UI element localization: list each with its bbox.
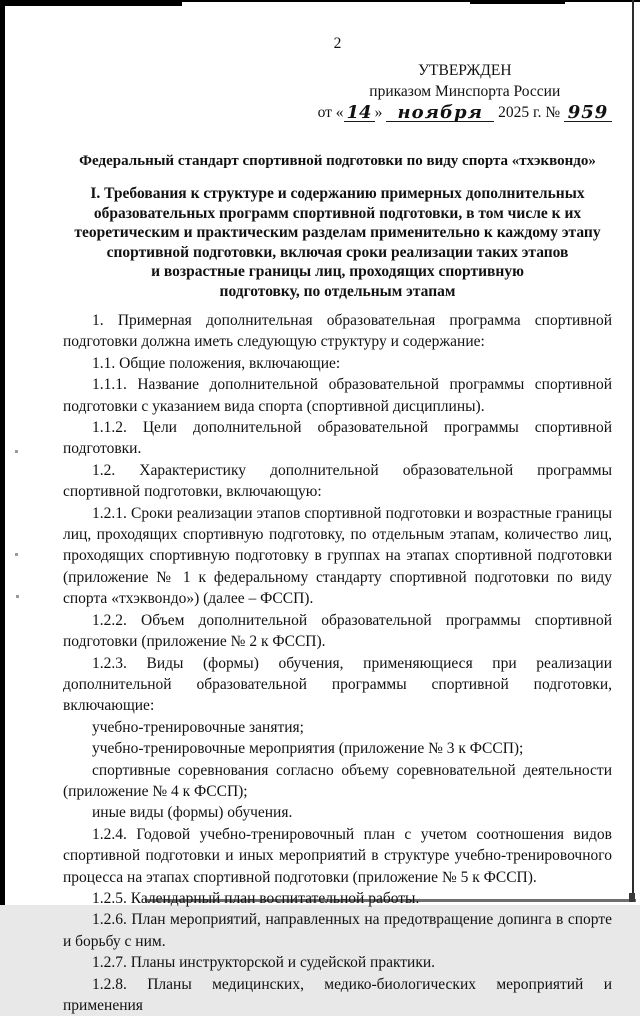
paragraph: 1.2.3. Виды (формы) обучения, применяющиеся при реализации дополнительной образовательной программы спортивной подготовки, включающие: — [63, 654, 612, 715]
scan-speckle — [15, 450, 18, 453]
paragraph: 1.1. Общие положения, включающие: — [92, 354, 341, 372]
section-heading-line: спортивной подготовки, включая сроки реализации таких этапов — [106, 243, 569, 261]
page-number: 2 — [333, 35, 342, 52]
paragraph: 1.2.2. Объем дополнительной образовательной программы спортивной подготовки (приложение № 2 к ФССП). — [63, 611, 612, 651]
paragraph: 1.2.5. Календарный план воспитательной работы. — [92, 889, 420, 907]
paragraph: 1.1.1. Название дополнительной образовательной программы спортивной подготовки с указанием вида спорта (спортивной дисциплины). — [63, 376, 612, 415]
section-heading-line: теоретическим и практическим разделам применительно к каждому этапу — [74, 224, 601, 241]
paragraph: 1.2.7. Планы инструкторской и судейской практики. — [92, 954, 436, 972]
section-heading-line: подготовку, по отдельным этапам — [219, 282, 456, 300]
paragraph: иные виды (формы) обучения. — [92, 804, 293, 822]
paragraph: 1.2. Характеристику дополнительной образовательной программы спортивной подготовки, включающую: — [63, 461, 612, 501]
paragraph: 1.2.1. Сроки реализации этапов спортивной подготовки и возрастные границы лиц, проходящих спортивную подготовку, по отдельным этапам, количество лиц, проходящих спортивную подготовку в группах на этапах спортивной подготовки (приложение № 1 к федеральному стандарту спортивной подготовки по виду спорта «тхэквондо») (далее – ФССП). — [63, 504, 612, 608]
paragraph: 1.2.8. Планы медицинских, медико-биологических мероприятий и применения — [63, 975, 612, 1014]
date-year-label: 2025 г. № — [498, 104, 561, 121]
scan-border-left — [0, 0, 5, 905]
section-heading — [63, 184, 612, 301]
paragraph: 1. Примерная дополнительная образовательная программа спортивной подготовки должна иметь следующую структуру и содержание: — [63, 312, 612, 351]
scan-speckle — [15, 553, 18, 556]
paragraph: 1.2.4. Годовой учебно-тренировочный план с учетом соотношения видов спортивной подготовки и иных мероприятий в структуре учебно-тренировочного процесса на этапах спортивной подготовки (приложение № 5 к ФССП). — [63, 825, 612, 886]
section-heading-line: образовательных программ спортивной подготовки, в том числе к их — [93, 204, 582, 222]
date-prefix: от « — [317, 104, 344, 121]
approval-authority: приказом Минспорта России — [369, 83, 561, 100]
approval-block — [318, 60, 612, 123]
paragraph: учебно-тренировочные занятия; — [92, 718, 304, 736]
handwritten-day: 14 — [344, 105, 375, 122]
page-content — [63, 0, 612, 1016]
handwritten-order-number: 959 — [564, 105, 612, 122]
scan-border-corner — [629, 893, 635, 902]
scan-border-right — [632, 0, 634, 899]
approval-date-line — [318, 102, 612, 123]
scan-speckle — [16, 595, 19, 598]
date-quote-close: » — [374, 104, 383, 121]
handwritten-month: ноября — [386, 105, 494, 122]
document-body — [63, 310, 612, 1016]
document-title: Федеральный стандарт спортивной подготовки по виду спорта «тхэквондо» — [79, 153, 596, 169]
section-heading-line: I. Требования к структуре и содержанию примерных дополнительных — [90, 185, 585, 202]
section-heading-line: и возрастные границы лиц, проходящих спортивную — [151, 263, 524, 280]
paragraph: учебно-тренировочные мероприятия (приложение № 3 к ФССП); — [92, 740, 524, 758]
paragraph: 1.1.2. Цели дополнительной образовательной программы спортивной подготовки. — [63, 419, 612, 458]
approval-status: УТВЕРЖДЕН — [418, 62, 512, 79]
paragraph: спортивные соревнования согласно объему соревновательной деятельности (приложение № 4 к ФССП); — [63, 761, 612, 800]
paragraph: 1.2.6. План мероприятий, направленных на предотвращение допинга в спорте и борьбу с ним. — [63, 911, 612, 950]
